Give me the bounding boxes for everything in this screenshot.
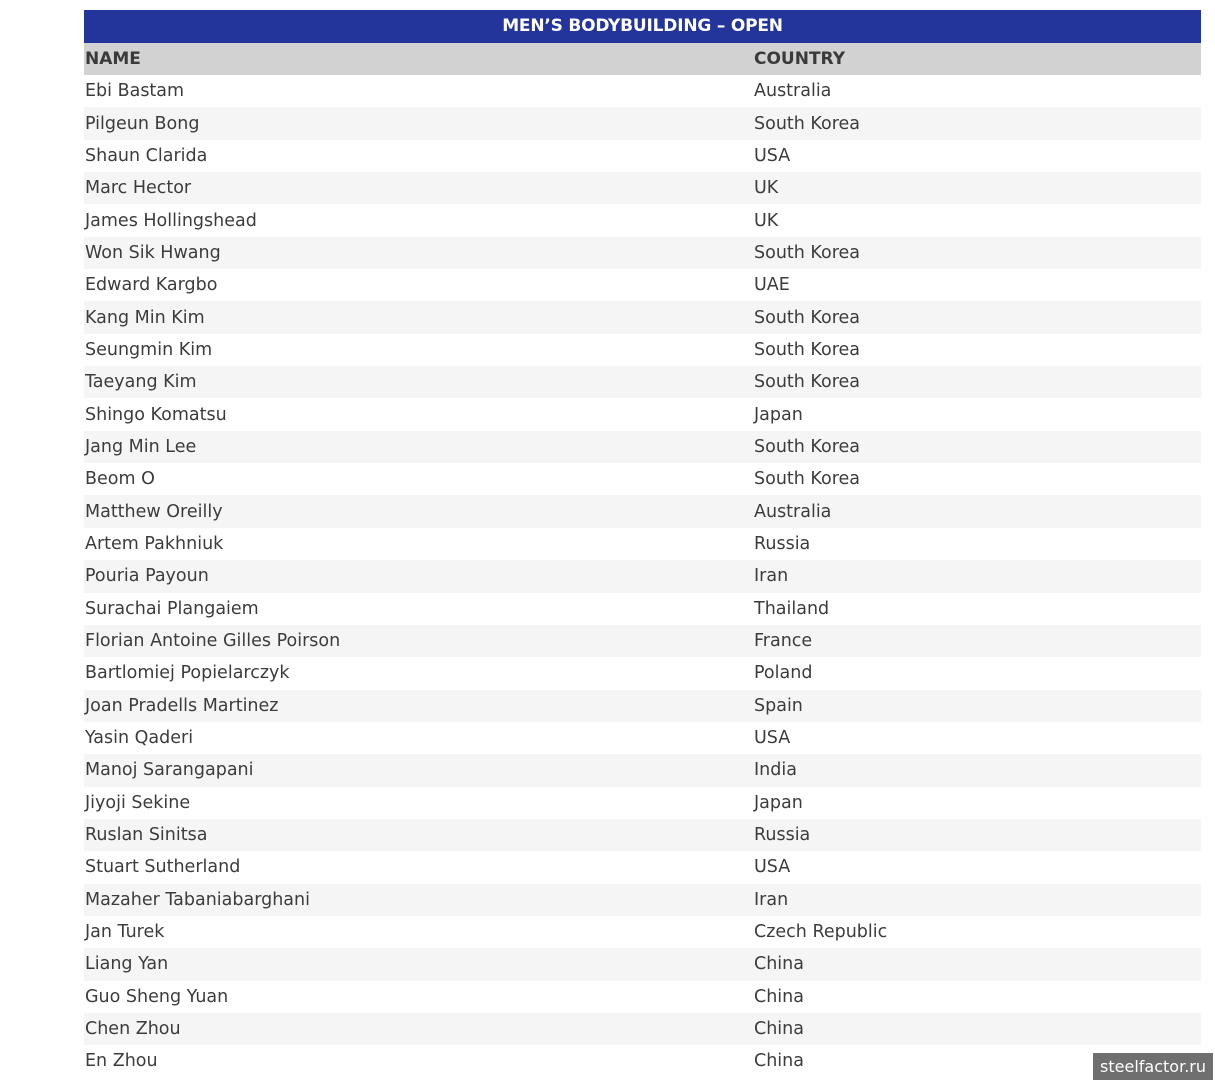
table-row	[84, 625, 1201, 657]
cell-name: Manoj Sarangapani	[85, 760, 254, 781]
cell-name: Bartlomiej Popielarczyk	[85, 663, 290, 684]
table-row	[84, 172, 1201, 204]
cell-country: South Korea	[754, 339, 861, 360]
table-row	[84, 495, 1201, 527]
cell-country: UK	[754, 178, 779, 199]
table-row	[84, 819, 1201, 851]
cell-name: Edward Kargbo	[85, 275, 218, 296]
table-header-row	[84, 43, 1201, 75]
results-table	[84, 10, 1201, 1078]
cell-name: Pilgeun Bong	[85, 113, 200, 134]
cell-country: Russia	[754, 533, 811, 554]
cell-country: Japan	[754, 404, 803, 425]
cell-name: Joan Pradells Martinez	[85, 695, 279, 716]
cell-name: Artem Pakhniuk	[85, 533, 224, 554]
cell-name: Mazaher Tabaniabarghani	[85, 889, 310, 910]
cell-country: UK	[754, 210, 779, 231]
cell-country: Czech Republic	[754, 922, 888, 943]
cell-name: Ruslan Sinitsa	[85, 825, 208, 846]
cell-country: South Korea	[754, 436, 861, 457]
table-row	[84, 916, 1201, 948]
header-name: NAME	[85, 49, 141, 69]
cell-country: Australia	[754, 501, 832, 522]
cell-name: Matthew Oreilly	[85, 501, 223, 522]
cell-name: Florian Antoine Gilles Poirson	[85, 631, 341, 652]
table-row	[84, 237, 1201, 269]
table-row	[84, 463, 1201, 495]
cell-name: Surachai Plangaiem	[85, 598, 259, 619]
cell-name: Jang Min Lee	[85, 436, 197, 457]
table-row	[84, 301, 1201, 333]
cell-country: Russia	[754, 825, 811, 846]
header-country: COUNTRY	[754, 49, 846, 69]
cell-name: James Hollingshead	[85, 210, 257, 231]
table-row	[84, 593, 1201, 625]
cell-name: Shingo Komatsu	[85, 404, 227, 425]
cell-name: Beom O	[85, 469, 155, 490]
cell-name: Jan Turek	[85, 922, 165, 943]
cell-country: China	[754, 986, 804, 1007]
cell-country: Iran	[754, 566, 789, 587]
cell-name: Won Sik Hwang	[85, 242, 221, 263]
cell-name: Shaun Clarida	[85, 145, 208, 166]
cell-country: China	[754, 1019, 804, 1040]
table-row	[84, 204, 1201, 236]
cell-country: South Korea	[754, 372, 861, 393]
table-row	[84, 948, 1201, 980]
cell-country: Japan	[754, 792, 803, 813]
table-row	[84, 722, 1201, 754]
table-row	[84, 107, 1201, 139]
cell-name: Pouria Payoun	[85, 566, 209, 587]
cell-country: Poland	[754, 663, 813, 684]
cell-country: USA	[754, 145, 791, 166]
cell-country: Iran	[754, 889, 789, 910]
table-row	[84, 1013, 1201, 1045]
table-row	[84, 334, 1201, 366]
table-row	[84, 690, 1201, 722]
cell-name: Stuart Sutherland	[85, 857, 241, 878]
table-row	[84, 366, 1201, 398]
cell-country: South Korea	[754, 113, 861, 134]
cell-country: USA	[754, 857, 791, 878]
cell-name: En Zhou	[85, 1051, 158, 1072]
watermark-label: steelfactor.ru	[1093, 1053, 1213, 1080]
cell-country: South Korea	[754, 242, 861, 263]
table-body	[84, 75, 1201, 1078]
cell-name: Marc Hector	[85, 178, 192, 199]
cell-country: Thailand	[754, 598, 830, 619]
cell-country: Spain	[754, 695, 803, 716]
cell-name: Guo Sheng Yuan	[85, 986, 229, 1007]
table-title: MEN’S BODYBUILDING – OPEN	[84, 10, 1201, 43]
cell-name: Liang Yan	[85, 954, 169, 975]
cell-country: France	[754, 631, 813, 652]
table-row	[84, 884, 1201, 916]
cell-country: USA	[754, 728, 791, 749]
cell-country: South Korea	[754, 469, 861, 490]
cell-name: Yasin Qaderi	[85, 728, 194, 749]
cell-country: UAE	[754, 275, 790, 296]
cell-country: China	[754, 1051, 804, 1072]
cell-country: South Korea	[754, 307, 861, 328]
table-row	[84, 269, 1201, 301]
cell-country: Australia	[754, 81, 832, 102]
table-row	[84, 754, 1201, 786]
table-row	[84, 787, 1201, 819]
cell-name: Ebi Bastam	[85, 81, 185, 102]
table-row	[84, 560, 1201, 592]
table-row	[84, 851, 1201, 883]
cell-name: Taeyang Kim	[85, 372, 197, 393]
cell-name: Chen Zhou	[85, 1019, 181, 1040]
cell-name: Seungmin Kim	[85, 339, 213, 360]
table-row	[84, 398, 1201, 430]
table-row	[84, 528, 1201, 560]
table-row	[84, 981, 1201, 1013]
table-row	[84, 140, 1201, 172]
table-row	[84, 431, 1201, 463]
table-row	[84, 75, 1201, 107]
table-row	[84, 657, 1201, 689]
cell-country: China	[754, 954, 804, 975]
cell-name: Kang Min Kim	[85, 307, 205, 328]
cell-name: Jiyoji Sekine	[85, 792, 191, 813]
cell-country: India	[754, 760, 797, 781]
table-row	[84, 1045, 1201, 1077]
